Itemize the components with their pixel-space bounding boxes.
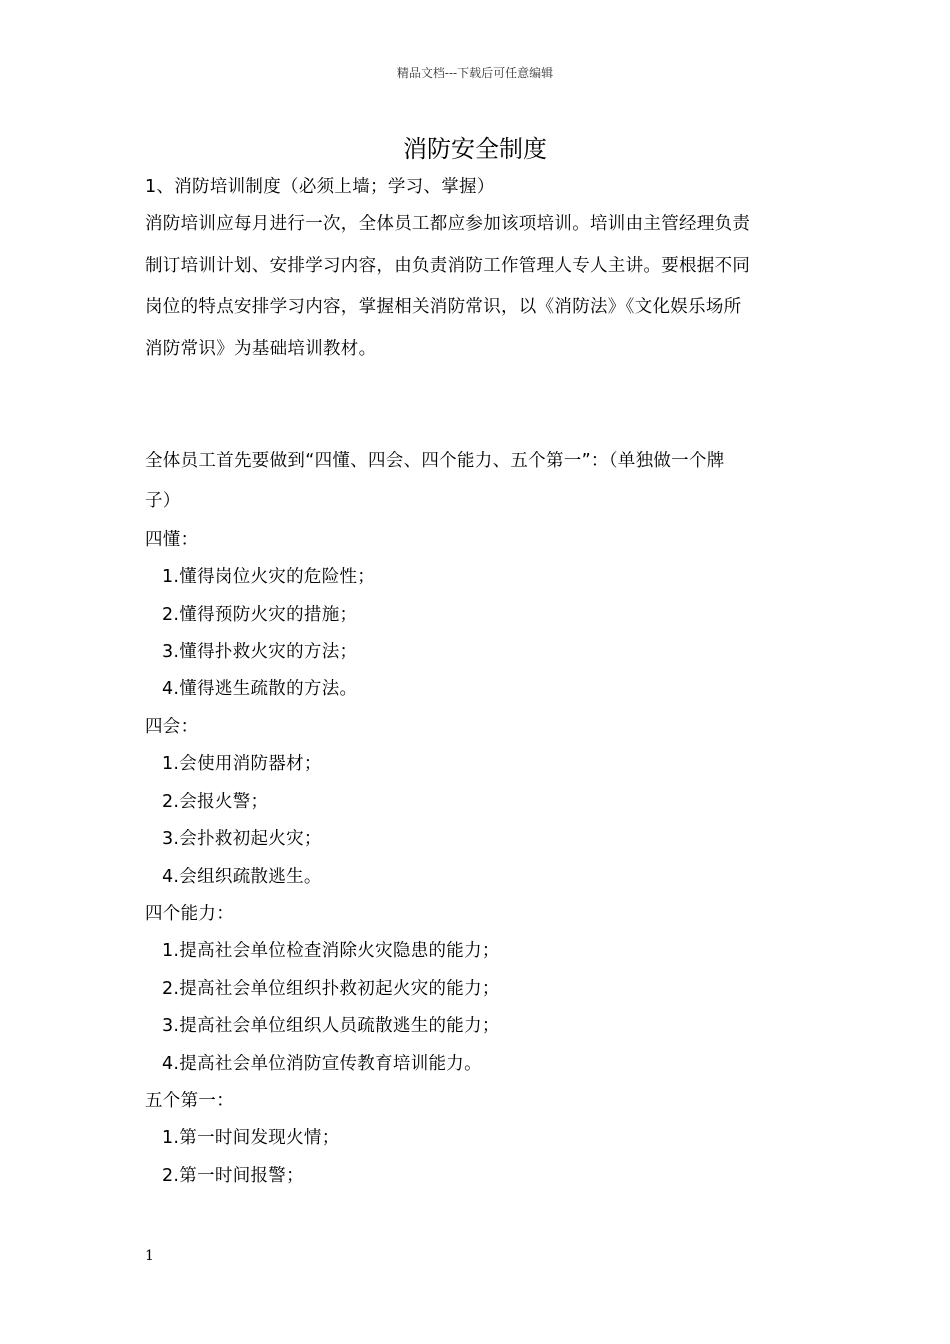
list-item: 4.会组织疏散逃生。 <box>162 867 322 887</box>
list-item: 4.提高社会单位消防宣传教育培训能力。 <box>162 1054 482 1074</box>
list-item: 1.懂得岗位火灾的危险性； <box>162 567 376 587</box>
list-item: 1.会使用消防器材； <box>162 754 322 774</box>
section-heading: 1、消防培训制度（必须上墙；学习、掌握） <box>145 177 495 197</box>
list-item: 1.提高社会单位检查消除火灾隐患的能力； <box>162 941 500 961</box>
list-label-five-firsts: 五个第一： <box>145 1091 234 1111</box>
list-label-four-able: 四会： <box>145 717 199 737</box>
list-item: 3.提高社会单位组织人员疏散逃生的能力； <box>162 1016 500 1036</box>
list-item: 2.第一时间报警； <box>162 1166 304 1186</box>
intro-line: 全体员工首先要做到“四懂、四会、四个能力、五个第一”：（单独做一个牌 <box>145 451 725 471</box>
list-label-four-abilities: 四个能力： <box>145 904 234 924</box>
list-item: 2.提高社会单位组织扑救初起火灾的能力； <box>162 979 500 999</box>
list-item: 2.懂得预防火灾的措施； <box>162 605 358 625</box>
paragraph-line: 消防培训应每月进行一次，全体员工都应参加该项培训。培训由主管经理负责 <box>145 214 751 234</box>
paragraph-line: 岗位的特点安排学习内容，掌握相关消防常识，以《消防法》《文化娱乐场所 <box>145 297 742 317</box>
intro-line: 子） <box>145 491 181 511</box>
paragraph-line: 制订培训计划、安排学习内容，由负责消防工作管理人专人主讲。要根据不同 <box>145 256 751 276</box>
document-title: 消防安全制度 <box>403 135 547 163</box>
list-item: 1.第一时间发现火情； <box>162 1128 340 1148</box>
list-item: 2.会报火警； <box>162 792 269 812</box>
paragraph-line: 消防常识》为基础培训教材。 <box>145 339 377 359</box>
page-header: 精品文档---下载后可任意编辑 <box>396 66 554 80</box>
list-item: 3.会扑救初起火灾； <box>162 829 322 849</box>
list-label-four-understand: 四懂： <box>145 530 199 550</box>
list-item: 3.懂得扑救火灾的方法； <box>162 642 358 662</box>
page-number: 1 <box>145 1248 154 1264</box>
list-item: 4.懂得逃生疏散的方法。 <box>162 679 358 699</box>
